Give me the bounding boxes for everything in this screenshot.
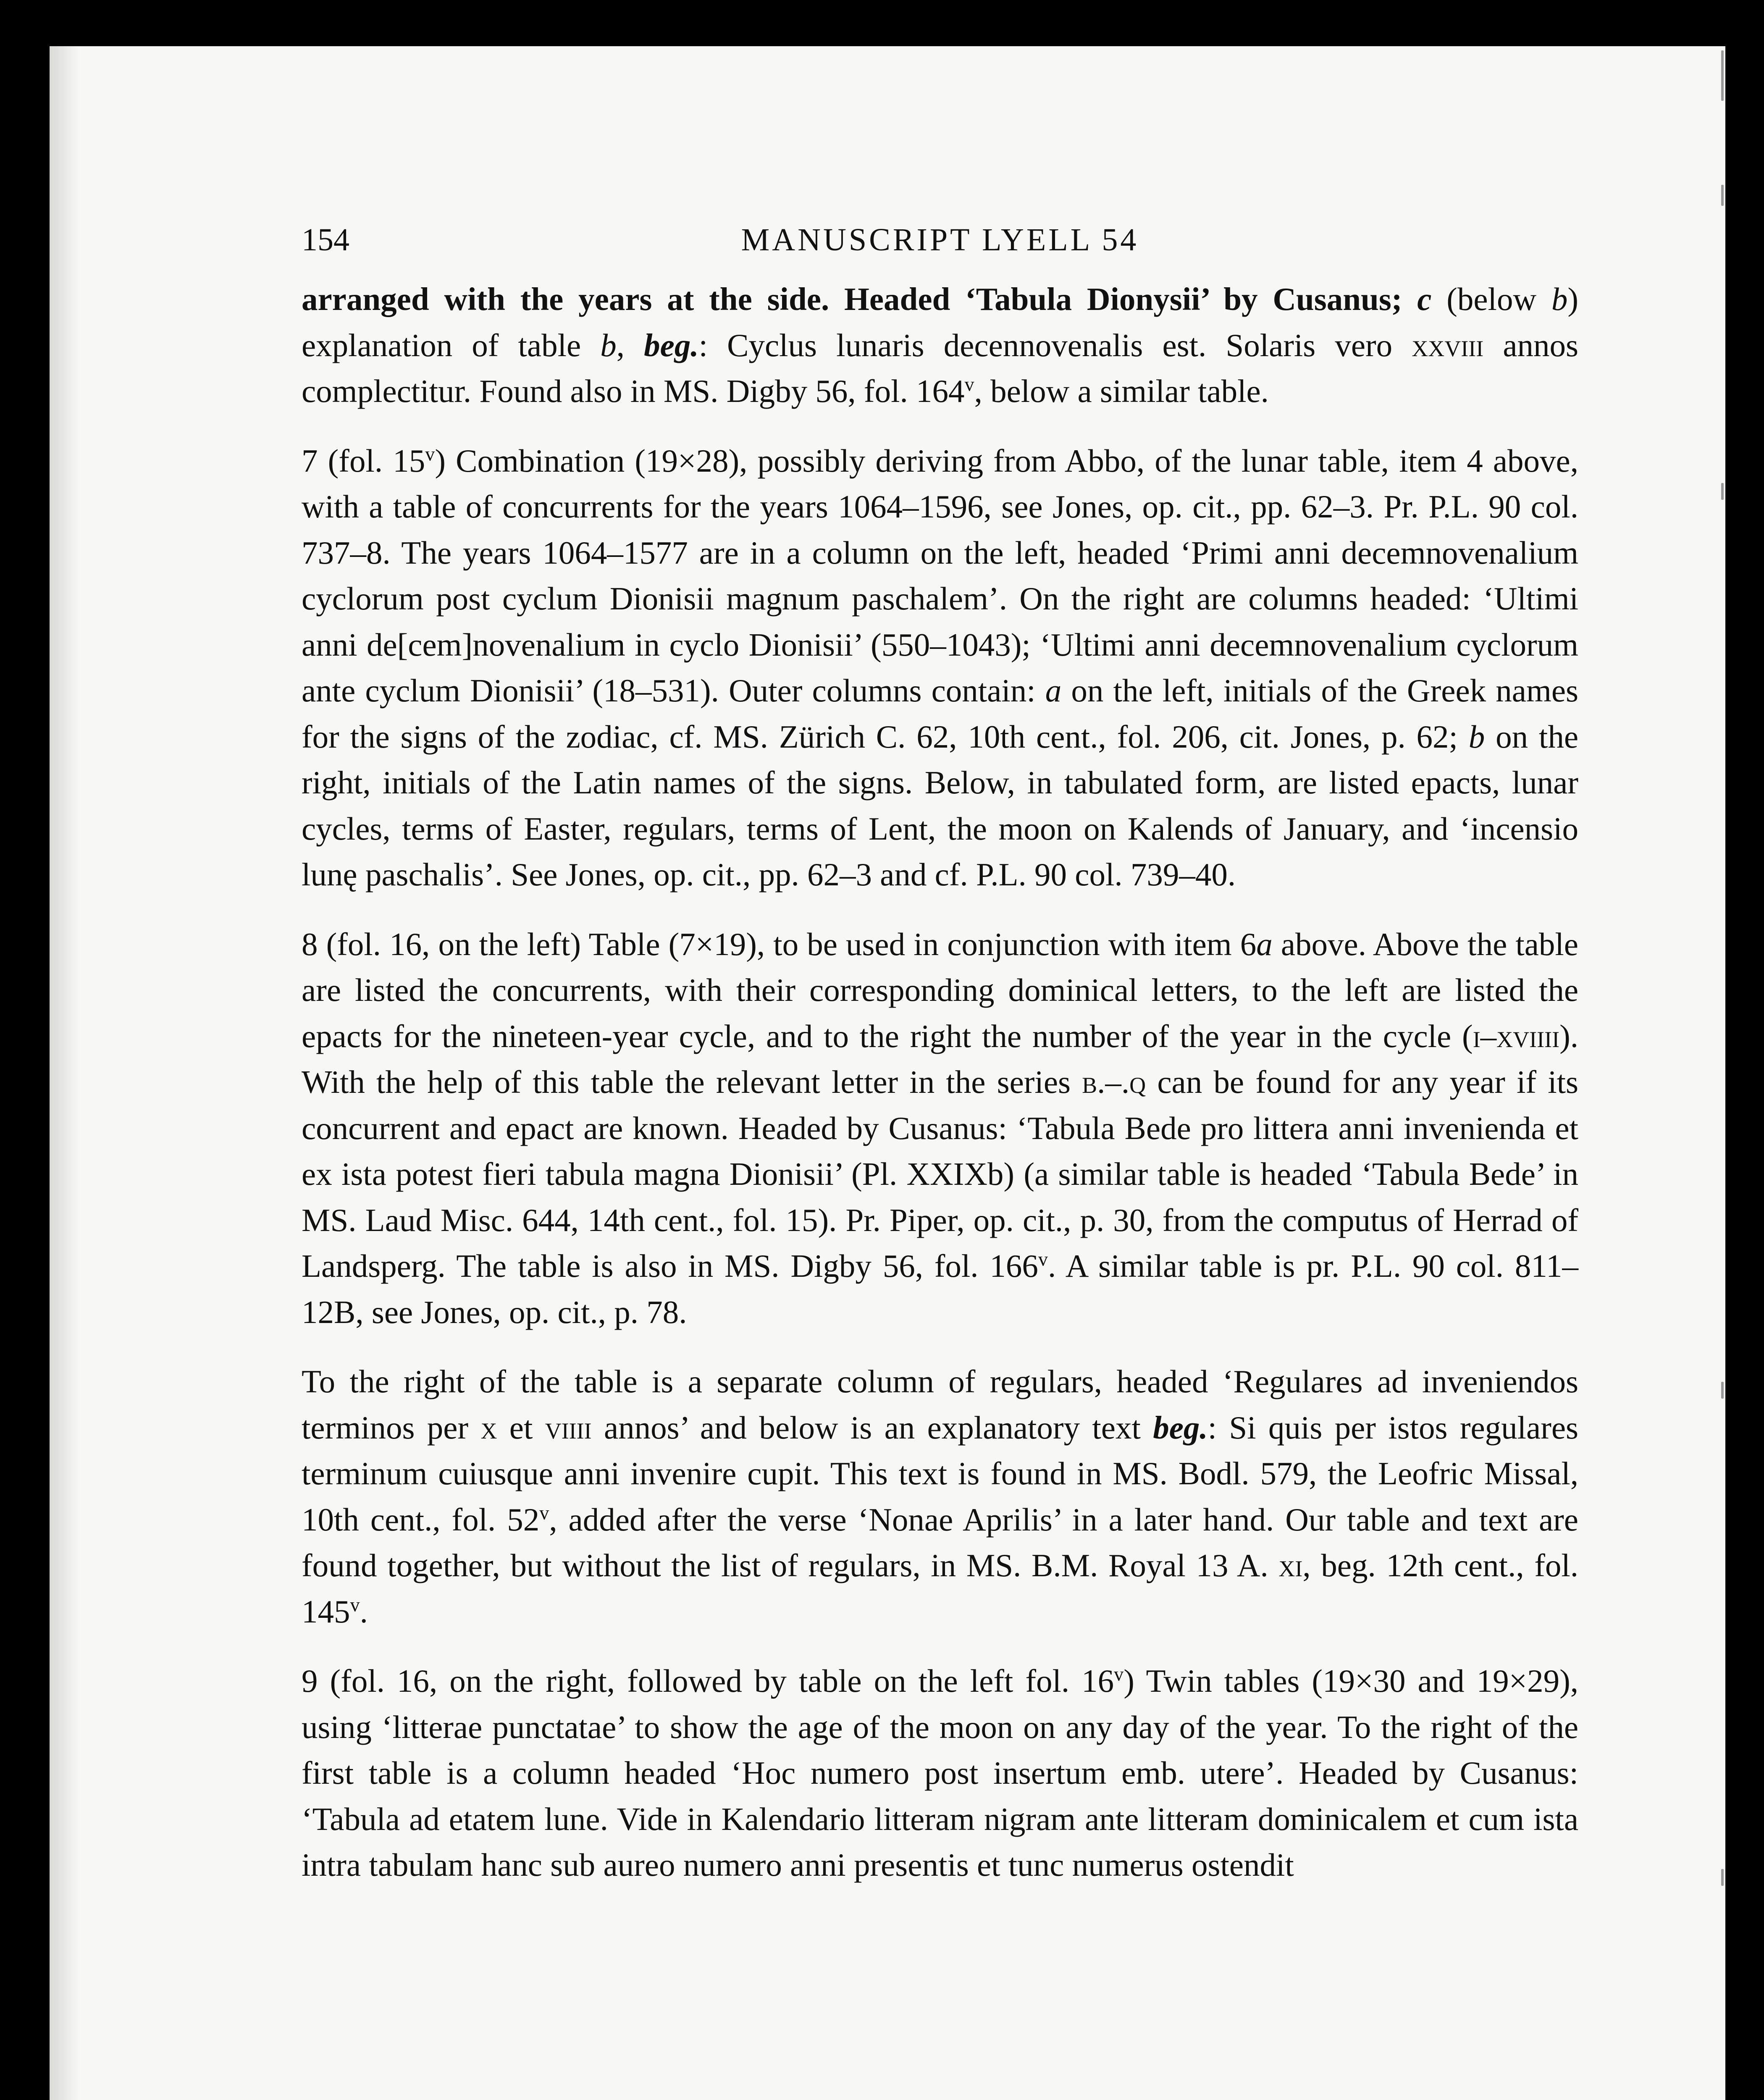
scanned-page: [50, 46, 1725, 2100]
paragraph-item-9: 9 (fol. 16, on the right, followed by table on the left fol. 16$^v$) Twin tables (19×30 and 19×29), using ‘litterae punctatae’ to show the age of the moon on any day of the year. To the right of the first table is a column headed ‘Hoc numero post insertum emb. utere’. Headed by Cusanus: ‘Tabula ad etatem lune. Vide in Kalendario litteram nigram ante litteram dominicalem et cum ista intra tabulam hanc sub aureo numero anni presentis et tunc numerus ostendit: [302, 1663, 1579, 1883]
page-header: [302, 192, 1578, 260]
running-title: MANUSCRIPT LYELL 54: [741, 222, 1139, 257]
paragraph-regulars: To the right of the table is a separate column of regulars, headed ‘Regulares ad inveniendos terminos per x et viiii annos’ and below is an explanatory text beg.: Si quis per istos regulares terminum cuiusque anni invenire cupit. This text is found in MS. Bodl. 579, the Leofric Missal, 10th cent., fol. 52$^v$, added after the verse ‘Nonae Aprilis’ in a later hand. Our table and text are found together, but without the list of regulars, in MS. B.M. Royal 13 A. xi, beg. 12th cent., fol. 145$^v$.: [302, 1363, 1578, 1630]
body-text: [302, 276, 1578, 1888]
margin-mark: [1721, 1869, 1724, 1886]
margin-mark: [1721, 1382, 1724, 1399]
margin-mark: [1721, 185, 1724, 206]
paragraph-continuation: arranged with the years at the side. Headed ‘Tabula Dionysii’ by Cusanus; c (below b) explanation of table b, beg.: Cyclus lunaris decennovenalis est. Solaris vero xxviii annos complectitur. Found also in MS. Digby 56, fol. 164$^v$, below a similar table.: [302, 281, 1578, 409]
paragraph-item-8: 8 (fol. 16, on the left) Table (7×19), to be used in conjunction with item 6a above. Above the table are listed the concurrents, with their corresponding dominical letters, to the left are listed the epacts for the nineteen-year cycle, and to the right the number of the year in the cycle (i–xviiii). With the help of this table the relevant letter in the series b.–.q can be found for any year if its concurrent and epact are known. Headed by Cusanus: ‘Tabula Bede pro littera anni invenienda et ex ista potest fieri tabula magna Dionisii’ (Pl. XXIXb) (a similar table is headed ‘Tabula Bede’ in MS. Laud Misc. 644, 14th cent., fol. 15). Pr. Piper, op. cit., p. 30, from the computus of Herrad of Landsperg. The table is also in MS. Digby 56, fol. 166$^v$. A similar table is pr. P.L. 90 col. 811–12B, see Jones, op. cit., p. 78.: [302, 926, 1578, 1330]
paragraph-item-7: 7 (fol. 15$^v$) Combination (19×28), possibly deriving from Abbo, of the lunar table, item 4 above, with a table of concurrents for the years 1064–1596, see Jones, op. cit., pp. 62–3. Pr. P.L. 90 col. 737–8. The years 1064–1577 are in a column on the left, headed ‘Primi anni decemnovenalium cyclorum post cyclum Dionisii magnum paschalem’. On the right are columns headed: ‘Ultimi anni de[cem]novenalium in cyclo Dionisii’ (550–1043); ‘Ultimi anni decemnovenalium cyclorum ante cyclum Dionisii’ (18–531). Outer columns contain: a on the left, initials of the Greek names for the signs of the zodiac, cf. MS. Zürich C. 62, 10th cent., fol. 206, cit. Jones, p. 62; b on the right, initials of the Latin names of the signs. Below, in tabulated form, are listed epacts, lunar cycles, terms of Easter, regulars, terms of Lent, the moon on Kalends of January, and ‘incensio lunę paschalis’. See Jones, op. cit., pp. 62–3 and cf. P.L. 90 col. 739–40.: [302, 442, 1578, 892]
margin-mark: [1721, 483, 1724, 500]
page-number: 154: [302, 222, 349, 257]
margin-mark: [1721, 50, 1724, 101]
